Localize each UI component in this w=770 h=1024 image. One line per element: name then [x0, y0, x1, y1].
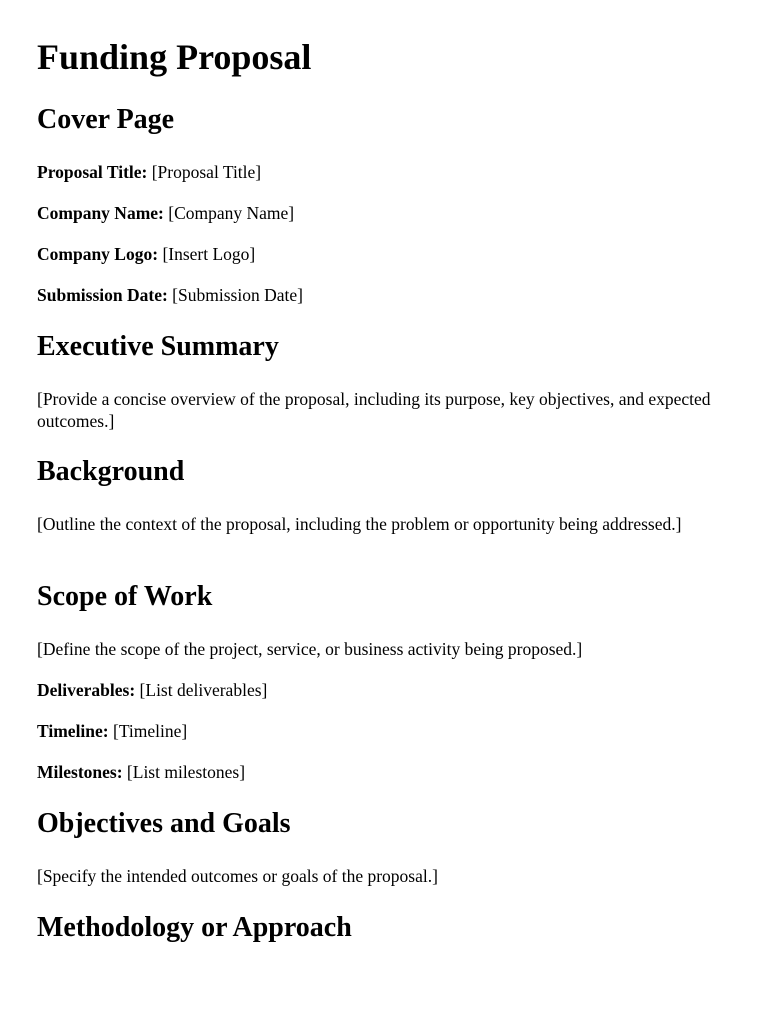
field-value: [List deliverables] [139, 680, 268, 700]
field-label: Milestones: [37, 762, 123, 782]
field-milestones [37, 761, 732, 783]
field-label: Company Name: [37, 203, 164, 223]
field-value: [Insert Logo] [162, 244, 256, 264]
field-value: [Submission Date] [172, 285, 303, 305]
background-body: [Outline the context of the proposal, including the problem or opportunity being addressed.] [37, 514, 682, 534]
field-deliverables [37, 679, 732, 701]
field-timeline [37, 720, 732, 742]
field-submission-date [37, 284, 732, 306]
field-value: [List milestones] [126, 762, 246, 782]
field-label: Deliverables: [37, 680, 136, 700]
heading-executive-summary: Executive Summary [37, 331, 279, 362]
scope-body: [Define the scope of the project, service, or business activity being proposed.] [37, 639, 583, 659]
heading-cover-page: Cover Page [37, 104, 175, 135]
field-company-logo [37, 243, 732, 265]
heading-scope-of-work: Scope of Work [37, 581, 213, 612]
heading-objectives-and-goals: Objectives and Goals [37, 808, 291, 839]
objectives-body: [Specify the intended outcomes or goals of the proposal.] [37, 866, 438, 886]
field-label: Timeline: [37, 721, 109, 741]
heading-background: Background [37, 456, 185, 487]
field-label: Submission Date: [37, 285, 168, 305]
field-label: Proposal Title: [37, 162, 148, 182]
heading-methodology-or-approach: Methodology or Approach [37, 912, 352, 943]
field-proposal-title [37, 161, 732, 183]
field-value: [Timeline] [113, 721, 188, 741]
executive-summary-body: [Provide a concise overview of the proposal, including its purpose, key objectives, and expected outcomes.] [37, 389, 711, 431]
field-label: Company Logo: [37, 244, 159, 264]
field-company-name [37, 202, 732, 224]
field-value: [Company Name] [168, 203, 295, 223]
field-value: [Proposal Title] [151, 162, 262, 182]
document-title: Funding Proposal [37, 37, 312, 77]
